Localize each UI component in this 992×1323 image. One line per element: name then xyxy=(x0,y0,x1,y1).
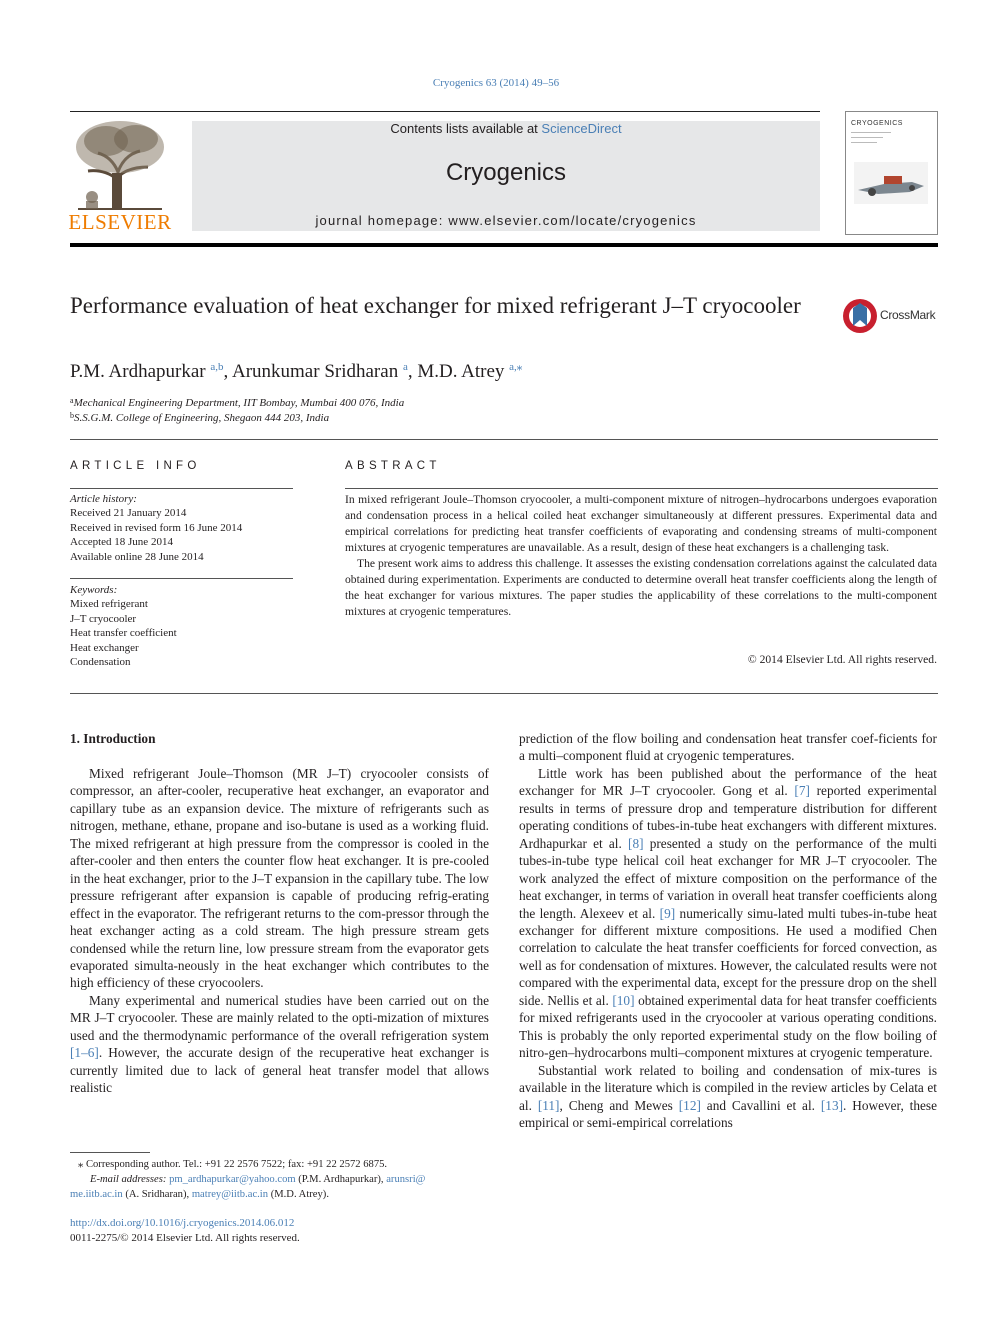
text-run: presented a study on the performance of the multi tubes-in-tube type helical coil heat exchanger for MR J–T cryocooler. The work analyzed the effect of mixture composition on the performance of the heat exchanger, in terms of variation in overall heat transfer coefficients along the length. Alexeev et al. xyxy=(519,835,937,921)
citation-link[interactable]: [1–6] xyxy=(70,1045,99,1061)
article-history xyxy=(70,492,242,564)
doi-link[interactable]: http://dx.doi.org/10.1016/j.cryogenics.2014.06.012 xyxy=(70,1217,295,1229)
text-run: numerically simu-lated multi tubes-in-tube heat exchanger for different mixture compositions. He used a modified Chen correlation to calculate the heat transfer coefficients for forced convection, as well as for condensation of mixtures. However, the calculated results were not compared with the experimental data, except for the pressure drop on the shell side. Nellis et al. xyxy=(519,905,937,1008)
history-item: Available online 28 June 2014 xyxy=(70,550,204,563)
divider xyxy=(70,578,293,579)
header-bottom-rule xyxy=(70,243,938,247)
citation-link[interactable]: [7] xyxy=(794,783,810,799)
text-run: . However, these empirical or semi-empirical correlations xyxy=(519,1097,937,1130)
body-column-left xyxy=(70,765,489,1097)
history-item: Accepted 18 June 2014 xyxy=(70,536,173,549)
abstract-body xyxy=(345,492,937,620)
contents-prefix: Contents lists available at xyxy=(390,121,542,136)
body-paragraph: Mixed refrigerant Joule–Thomson (MR J–T) cryocooler consists of compressor, an after-cooler, recuperative heat exchanger, an evaporator and capillary tube as an expansion device. The mixture of refrigerants such as nitrogen, methane, ethane, propane and iso-butane is used as a working fluid. The mixed refrigerant at high pressure from the compressor is cooled in the after-cooler and then enters the counter flow heat exchanger. It is pre-cooled in the heat exchanger, prior to the J–T expansion in the capillary tube. The low pressure refrigerant after expansion is capable of producing refrig-erating effect in the evaporator. The refrigerant returns to the com-pressor through the heat exchanger acting as a cold stream. The high pressure stream gets condensed while the return line, low pressure stream from the evaporator gets evaporated simulta-neously in the heat exchanger which contributes to the high efficiency of these cryocoolers. xyxy=(70,766,489,991)
citation-link[interactable]: [12] xyxy=(678,1097,701,1113)
affiliation xyxy=(70,411,329,424)
elsevier-logo[interactable] xyxy=(68,117,172,235)
text-run: and Cavallini et al. xyxy=(700,1097,821,1113)
email-label: E-mail addresses: xyxy=(90,1174,167,1185)
doi-block xyxy=(70,1216,300,1246)
text-run: reported experimental results in terms of pressure drop and temperature distribution for different operating conditions of tubes-in-tube heat exchangers with different mixtures. Ardhapurkar et al. xyxy=(519,783,937,851)
text-run: . However, the accurate design of the recuperative heat exchanger is currently limited due to lack of general heat transfer model that allows realistic xyxy=(70,1045,489,1096)
keywords xyxy=(70,583,177,669)
citation-link[interactable]: [11] xyxy=(537,1097,560,1113)
corresponding-author: ⁎ Corresponding author. Tel.: +91 22 2576 7522; fax: +91 22 2572 6875. xyxy=(78,1159,388,1170)
keywords-label: Keywords: xyxy=(70,584,118,596)
abstract-heading: ABSTRACT xyxy=(345,460,441,472)
email-link[interactable]: me.iitb.ac.in xyxy=(70,1189,123,1200)
body-paragraph xyxy=(70,992,489,1097)
email-link[interactable]: matrey@iitb.ac.in xyxy=(191,1189,269,1200)
elsevier-wordmark: ELSEVIER xyxy=(68,210,172,234)
divider xyxy=(70,488,293,489)
text-run: obtained experimental data for heat transfer coefficients for mixed refrigerants used in the cryocooler at various operating conditions. This is probably the only reported experimental study on the flow boiling of nitro-gen–hydrocarbons multi–component mixtures at cryogenic temperature. xyxy=(519,992,937,1061)
citation-link[interactable]: [10] xyxy=(612,992,635,1008)
author-list xyxy=(70,360,522,383)
citation-link[interactable]: [9] xyxy=(659,905,676,921)
article-title: Performance evaluation of heat exchanger for mixed refrigerant J–T cryocooler xyxy=(70,293,801,318)
author-name[interactable]: M.D. Atrey xyxy=(417,361,505,382)
citation-link[interactable]: [8] xyxy=(628,835,644,851)
journal-cover-thumbnail[interactable] xyxy=(845,111,938,235)
email-owner: (A. Sridharan), xyxy=(122,1189,192,1200)
crossmark-icon xyxy=(842,298,878,334)
abstract-copyright: © 2014 Elsevier Ltd. All rights reserved. xyxy=(747,653,937,666)
author-marks[interactable]: a xyxy=(402,361,408,373)
homepage-prefix: journal homepage: xyxy=(315,213,449,228)
section-title: 1. Introduction xyxy=(70,731,156,746)
elsevier-tree-icon xyxy=(68,117,172,213)
footnote-block xyxy=(70,1157,490,1202)
divider xyxy=(345,488,938,489)
homepage-url[interactable]: www.elsevier.com/locate/cryogenics xyxy=(448,213,697,228)
body-paragraph: prediction of the flow boiling and condensation heat transfer coef-ficients for a multi–component fluid at cryogenic temperatures. xyxy=(519,731,937,764)
contents-line xyxy=(192,121,820,136)
keyword: J–T cryocooler xyxy=(70,612,137,625)
crossmark-label: CrossMark xyxy=(880,308,936,322)
divider xyxy=(70,439,938,440)
journal-homepage xyxy=(192,213,820,228)
cover-line xyxy=(851,132,891,133)
author-separator: , xyxy=(407,361,418,382)
affiliation-text: S.S.G.M. College of Engineering, Shegaon 444 203, India xyxy=(74,412,330,424)
email-owner: (M.D. Atrey). xyxy=(268,1189,329,1200)
author-separator: , xyxy=(223,361,232,382)
history-item: Received 21 January 2014 xyxy=(70,507,187,520)
journal-citation[interactable]: Cryogenics 63 (2014) 49–56 xyxy=(432,77,560,89)
email-line xyxy=(70,1172,490,1187)
author-name[interactable]: P.M. Ardhapurkar xyxy=(70,361,206,382)
keyword: Heat exchanger xyxy=(70,641,139,654)
header-top-rule xyxy=(70,111,820,112)
footnote-rule xyxy=(70,1152,150,1153)
keyword: Mixed refrigerant xyxy=(70,598,148,611)
article-info-heading: ARTICLE INFO xyxy=(70,460,201,472)
email-line xyxy=(70,1187,490,1202)
citation-link[interactable]: [13] xyxy=(820,1097,844,1113)
body-paragraph xyxy=(519,1062,937,1132)
email-link[interactable]: pm_ardhapurkar@yahoo.com xyxy=(169,1174,296,1185)
cover-title: CRYOGENICS xyxy=(851,120,903,127)
text-run: Substantial work related to boiling and condensation of mix-tures is available in the literature which is compiled in the review articles by Celata et al. xyxy=(519,1062,937,1113)
journal-name: Cryogenics xyxy=(445,159,567,186)
abstract-paragraph: The present work aims to address this challenge. It assesses the existing condensation correlations against the calculated data obtained during experimentation. Experiments are conducted to determine overall heat transfer coefficients along the length of the heat exchanger for various mixtures. The paper studies the applicability of these correlations to the multi-component mixtures at cryogenic temperatures. xyxy=(345,557,937,618)
sciencedirect-link[interactable]: ScienceDirect xyxy=(541,121,622,136)
affiliation-mark: a xyxy=(70,396,74,405)
author-name[interactable]: Arunkumar Sridharan xyxy=(231,361,399,382)
journal-banner xyxy=(192,121,820,231)
author-marks[interactable]: a,b xyxy=(210,361,224,373)
cover-image-icon xyxy=(854,162,928,204)
abstract-paragraph: In mixed refrigerant Joule–Thomson cryocooler, a multi-component mixture of nitrogen–hydrocarbons undergoes evaporation and condensation process in a helical coiled heat exchanger simultaneously at different pressures. Experimental data and empirical correlations for predicting heat transfer coefficients of evaporating and condensing streams of multi-component mixtures at cryogenic temperatures are unavailable. As a result, design of these heat exchangers is a challenging task. xyxy=(345,493,937,554)
email-link[interactable]: arunsri@ xyxy=(386,1174,426,1185)
affiliation-text: Mechanical Engineering Department, IIT Bombay, Mumbai 400 076, India xyxy=(73,397,405,409)
text-run: Little work has been published about the performance of the heat exchanger for MR J–T cryocooler. Gong et al. xyxy=(519,765,937,799)
body-paragraph xyxy=(519,765,937,1062)
issn-line: 0011-2275/© 2014 Elsevier Ltd. All rights reserved. xyxy=(70,1232,300,1244)
affiliation-mark: b xyxy=(70,411,74,420)
email-owner: (P.M. Ardhapurkar), xyxy=(295,1174,387,1185)
text-run: Many experimental and numerical studies have been carried out on the MR J–T cryocooler. These are mainly related to the opti-mization of mixtures used and the thermodynamic performance of the overall refrigeration system xyxy=(70,992,489,1043)
keyword: Heat transfer coefficient xyxy=(70,627,177,640)
affiliation xyxy=(70,396,404,409)
cover-line xyxy=(851,142,877,143)
cover-line xyxy=(851,137,883,138)
history-item: Received in revised form 16 June 2014 xyxy=(70,521,243,534)
text-run: , Cheng and Mewes xyxy=(559,1097,679,1113)
body-column-right xyxy=(519,730,937,1131)
crossmark-badge[interactable] xyxy=(842,298,942,334)
keyword: Condensation xyxy=(70,656,131,669)
author-marks[interactable]: a,⁎ xyxy=(509,361,523,373)
divider xyxy=(70,693,938,694)
history-label: Article history: xyxy=(70,493,137,505)
